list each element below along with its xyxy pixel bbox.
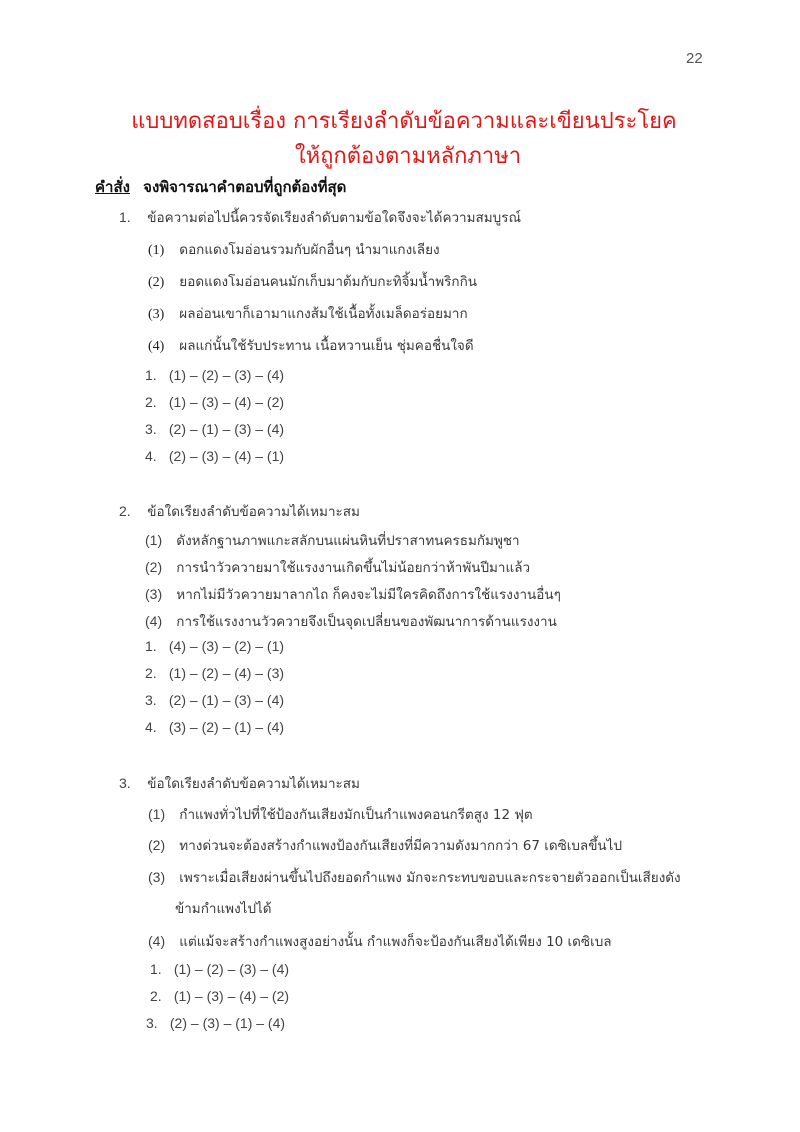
option-text: (2) – (3) – (4) – (1): [168, 448, 285, 464]
option-number: 4.: [145, 448, 157, 464]
option-text: (1) – (3) – (4) – (2): [173, 988, 290, 1004]
option-number: 2.: [150, 988, 162, 1004]
option-text: (2) – (1) – (3) – (4): [168, 692, 285, 708]
statement-text: ทางด่วนจะต้องสร้างกำแพงป้องกันเสียงที่มีความดังมากกว่า 67 เดซิเบลขึ้นไป: [179, 838, 623, 854]
answer-option[interactable]: [145, 448, 284, 464]
statement: [145, 529, 520, 551]
statement-text: ผลแก่นั้นใช้รับประทาน เนื้อหวานเย็น ชุ่มคอชื่นใจดี: [179, 338, 474, 354]
statement-text: ดอกแดงโมอ่อนรวมกับผักอื่นๆ นำมาแกงเลียง: [179, 242, 440, 258]
statement-number: (3): [145, 586, 163, 602]
statement-text: การนำวัวควายมาใช้แรงงานเกิดขึ้นไม่น้อยกว่าห้าพันปีมาแล้ว: [176, 560, 531, 576]
question-text: ข้อใดเรียงลำดับข้อความได้เหมาะสม: [147, 504, 360, 520]
option-number: 2.: [145, 665, 157, 681]
statement: [148, 270, 477, 292]
statement: [148, 866, 681, 888]
statement-text: ยอดแดงโมอ่อนคนมักเก็บมาต้มกับกะทิจิ้มน้ำพริกกิน: [179, 274, 477, 290]
statement: [148, 334, 474, 356]
statement: [145, 610, 557, 632]
option-number: 3.: [145, 421, 157, 437]
answer-option[interactable]: [150, 961, 289, 977]
statement-number: (1): [148, 243, 165, 258]
question-number: 2.: [119, 503, 131, 519]
statement-text: เพราะเมื่อเสียงผ่านขึ้นไปถึงยอดกำแพง มักจะกระทบขอบและกระจายตัวออกเป็นเสียงดัง: [179, 870, 681, 886]
statement-number: (2): [145, 559, 163, 575]
answer-option[interactable]: [145, 394, 284, 410]
page-number: 22: [686, 50, 703, 67]
instruction-label: คำสั่ง: [95, 178, 130, 196]
statement: [145, 583, 561, 605]
option-number: 1.: [150, 961, 162, 977]
answer-option[interactable]: [145, 367, 284, 383]
statement-text: ผลอ่อนเขาก็เอามาแกงส้มใช้เนื้อทั้งเมล็ดอร่อยมาก: [179, 306, 468, 322]
statement-text: หากไม่มีวัวควายมาลากไถ ก็คงจะไม่มีใครคิดถึงการใช้แรงงานอื่นๆ: [176, 587, 561, 603]
statement-text: ดังหลักฐานภาพแกะสลักบนแผ่นหินที่ปราสาทนครธมกัมพูชา: [176, 533, 520, 549]
answer-option[interactable]: [146, 1015, 285, 1031]
option-number: 3.: [145, 692, 157, 708]
instruction: [95, 175, 346, 199]
question-text: ข้อใดเรียงลำดับข้อความได้เหมาะสม: [147, 776, 360, 792]
statement-number: (2): [148, 837, 166, 853]
statement: [148, 930, 612, 952]
option-number: 1.: [145, 638, 157, 654]
statement: [148, 238, 440, 260]
option-text: (1) – (2) – (4) – (3): [168, 665, 285, 681]
answer-option[interactable]: [150, 988, 289, 1004]
statement-text: กำแพงทั่วไปที่ใช้ป้องกันเสียงมักเป็นกำแพงคอนกรีตสูง 12 ฟุต: [179, 807, 533, 823]
statement-continuation: ข้ามกำแพงไปได้: [175, 901, 272, 917]
page-title-line-1: แบบทดสอบเรื่อง การเรียงลำดับข้อความและเขียนประโยค: [131, 109, 677, 134]
question-number: 3.: [119, 775, 131, 791]
option-text: (2) – (1) – (3) – (4): [168, 421, 285, 437]
statement: [148, 803, 533, 825]
statement-number: (3): [148, 307, 165, 322]
statement: [145, 556, 530, 578]
statement: [148, 302, 468, 324]
statement-number: (3): [148, 869, 166, 885]
question-text: ข้อความต่อไปนี้ควรจัดเรียงลำดับตามข้อใดจึงจะได้ความสมบูรณ์: [147, 210, 522, 226]
statement-number: (1): [148, 806, 166, 822]
option-number: 1.: [145, 367, 157, 383]
answer-option[interactable]: [145, 719, 284, 735]
question-stem: [119, 772, 360, 794]
option-number: 4.: [145, 719, 157, 735]
option-text: (2) – (3) – (1) – (4): [169, 1015, 286, 1031]
statement-number: (1): [145, 532, 163, 548]
option-number: 2.: [145, 394, 157, 410]
statement-number: (4): [145, 613, 163, 629]
answer-option[interactable]: [145, 421, 284, 437]
instruction-text: จงพิจารณาคำตอบที่ถูกต้องที่สุด: [143, 178, 347, 196]
page-title-line-2: ให้ถูกต้องตามหลักภาษา: [294, 144, 522, 169]
option-text: (1) – (3) – (4) – (2): [168, 394, 285, 410]
option-text: (1) – (2) – (3) – (4): [173, 961, 290, 977]
statement-text: การใช้แรงงานวัวควายจึงเป็นจุดเปลี่ยนของพัฒนาการด้านแรงงาน: [176, 614, 557, 630]
statement-number: (4): [148, 339, 165, 354]
question-number: 1.: [119, 209, 131, 225]
statement-text: แต่แม้จะสร้างกำแพงสูงอย่างนั้น กำแพงก็จะป้องกันเสียงได้เพียง 10 เดซิเบล: [179, 934, 612, 950]
option-number: 3.: [146, 1015, 158, 1031]
statement: [148, 834, 622, 856]
statement-number: (2): [148, 275, 165, 290]
option-text: (1) – (2) – (3) – (4): [168, 367, 285, 383]
answer-option[interactable]: [145, 692, 284, 708]
answer-option[interactable]: [145, 638, 284, 654]
question-stem: [119, 500, 360, 522]
statement-number: (4): [148, 933, 166, 949]
answer-option[interactable]: [145, 665, 284, 681]
question-stem: [119, 206, 521, 228]
option-text: (3) – (2) – (1) – (4): [168, 719, 285, 735]
option-text: (4) – (3) – (2) – (1): [168, 638, 285, 654]
